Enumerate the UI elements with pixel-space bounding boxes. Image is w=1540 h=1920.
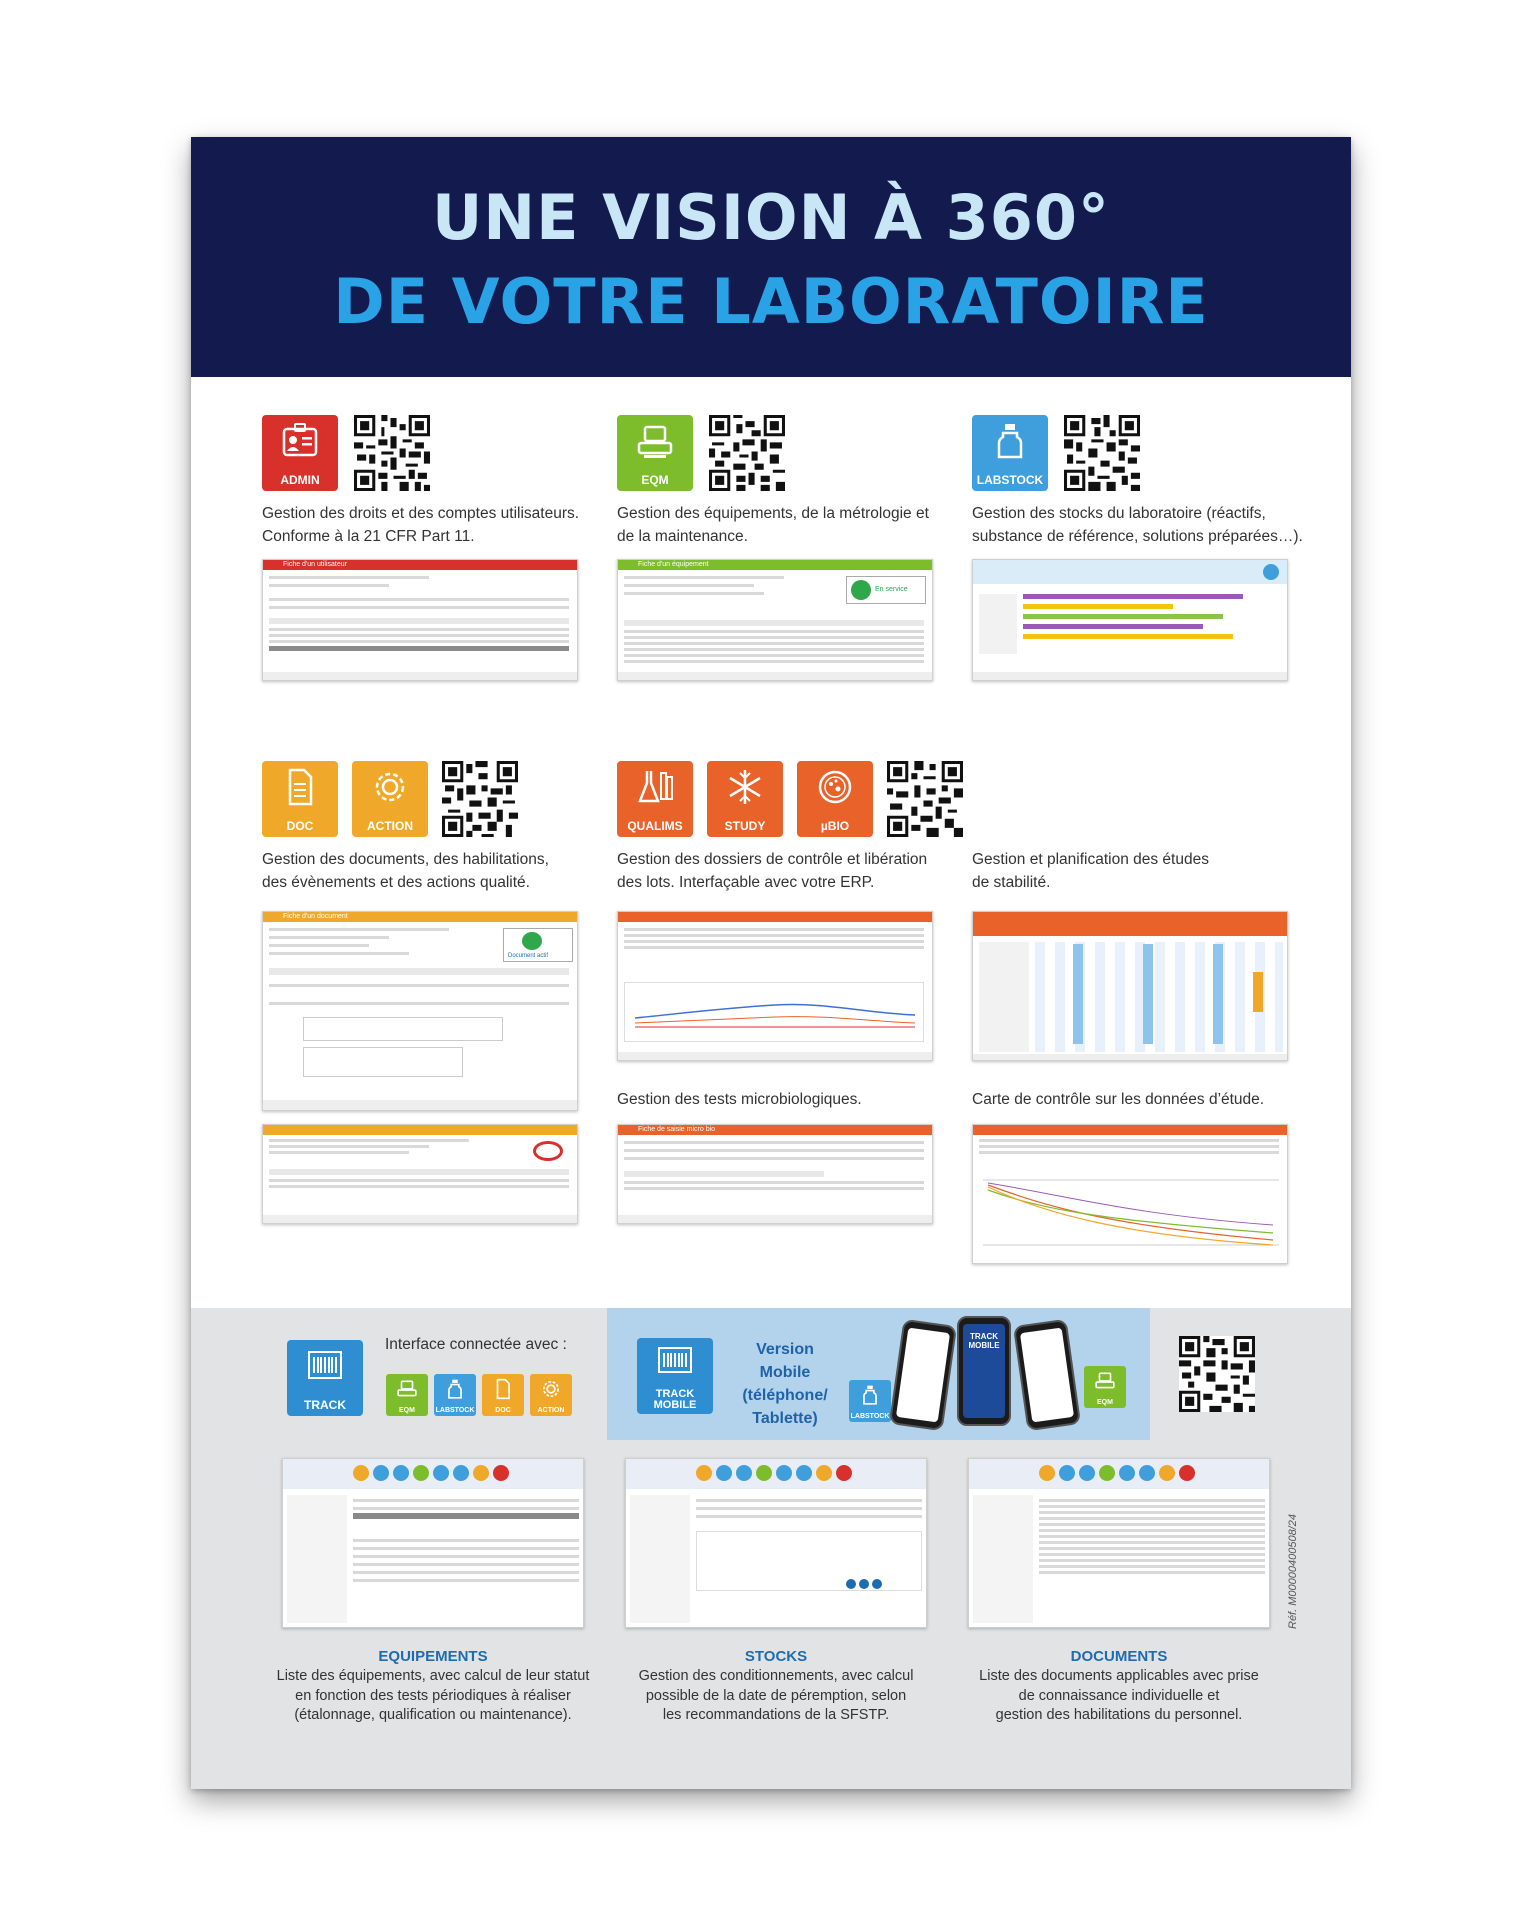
bottom-section (191, 1308, 1351, 1789)
eqm-description: Gestion des équipements, de la métrologie et de la maintenance. (617, 505, 929, 545)
doc-qr-code (442, 761, 518, 837)
equipements-screenshot (282, 1458, 584, 1628)
labstock-tile (972, 415, 1048, 491)
gear-icon (370, 767, 410, 807)
phone-center (957, 1316, 1011, 1426)
track-mobile-tile: TRACK MOBILE (637, 1338, 713, 1414)
connected-doc-tile: DOC (482, 1374, 524, 1416)
balance-icon (396, 1378, 418, 1400)
admin-tile (262, 415, 338, 491)
eqm-tile (617, 415, 693, 491)
caption-documents-text: Liste des documents applicables avec prise de connaissance individuelle et gestion des habilitations du personnel. (979, 1668, 1259, 1723)
doc-screen-title: Fiche d'un document (263, 912, 577, 922)
caption-stocks-text: Gestion des conditionnements, avec calcul possible de la date de péremption, selon les recommandations de la SFSTP. (638, 1668, 914, 1723)
bottle-icon (990, 421, 1030, 461)
action-label: ACTION (367, 819, 413, 833)
action-screenshot (262, 1124, 578, 1224)
balance-icon (635, 421, 675, 461)
study-tile (707, 761, 783, 837)
bottle-icon (444, 1378, 466, 1400)
flask-icon (635, 767, 675, 807)
gear-icon (540, 1378, 562, 1400)
eqm-status-text: En service (875, 586, 908, 593)
action-tile (352, 761, 428, 837)
ubio-screen-title: Fiche de saisie micro bio (618, 1125, 932, 1135)
qualims-screenshot (617, 911, 933, 1061)
eqm-qr-code (709, 415, 785, 491)
phone-brand-text: TRACK MOBILE (968, 1332, 1000, 1350)
mobile-version-text: Version Mobile (téléphone/ Tablette) (742, 1341, 828, 1427)
study-chart-description: Carte de contrôle sur les données d’étude. (972, 1091, 1265, 1108)
title-line-2: DE VOTRE LABORATOIRE (333, 265, 1209, 338)
connected-action-tile: ACTION (530, 1374, 572, 1416)
document-icon (280, 767, 320, 807)
control-chart-graphic (625, 983, 925, 1043)
connected-labstock-tile: LABSTOCK (434, 1374, 476, 1416)
ubio-label: µBIO (820, 819, 850, 833)
study-screenshot (972, 911, 1288, 1061)
mobile-eqm-tile: EQM (1084, 1366, 1126, 1408)
track-qr-code (1179, 1336, 1255, 1412)
labstock-qr-code (1064, 415, 1140, 491)
labstock-label: LABSTOCK (976, 473, 1044, 487)
barcode-icon (305, 1346, 345, 1386)
ubio-description: Gestion des tests microbiologiques. (617, 1091, 862, 1108)
admin-qr-code (354, 415, 430, 491)
snowflake-icon (725, 767, 765, 807)
stability-curves-graphic (983, 1165, 1279, 1255)
doc-label: DOC (286, 819, 314, 833)
caption-equipements-title: EQUIPEMENTS (378, 1648, 488, 1665)
reference-code: Réf. M00000400508/24 (1287, 1514, 1299, 1629)
doc-tile (262, 761, 338, 837)
qualims-label: QUALIMS (627, 819, 683, 833)
stocks-screenshot (625, 1458, 927, 1628)
balance-icon (1094, 1370, 1116, 1392)
admin-label: ADMIN (280, 473, 320, 487)
admin-description: Gestion des droits et des comptes utilisateurs. Conforme à la 21 CFR Part 11. (262, 505, 580, 545)
id-badge-icon (280, 421, 320, 461)
study-label: STUDY (724, 819, 766, 833)
eqm-screen-title: Fiche d'un équipement (618, 560, 932, 570)
mobile-labstock-tile: LABSTOCK (849, 1380, 891, 1422)
barcode-icon (655, 1344, 695, 1384)
connect-label: Interface connectée avec : (385, 1336, 567, 1353)
documents-screenshot (968, 1458, 1270, 1628)
caption-documents-title: DOCUMENTS (1070, 1648, 1168, 1665)
qualims-description: Gestion des dossiers de contrôle et libération des lots. Interfaçable avec votre ERP. (617, 851, 928, 891)
doc-description: Gestion des documents, des habilitations, des évènements et des actions qualité. (262, 851, 549, 891)
petri-dish-icon (815, 767, 855, 807)
ubio-tile (797, 761, 873, 837)
study-description: Gestion et planification des études de stabilité. (972, 851, 1209, 891)
title-line-1: UNE VISION À 360° (431, 181, 1111, 254)
caption-equipements-text: Liste des équipements, avec calcul de leur statut en fonction des tests périodiques à réaliser (étalonnage, qualification ou maintenance). (276, 1668, 590, 1723)
caption-stocks-title: STOCKS (744, 1648, 808, 1665)
document-icon (492, 1378, 514, 1400)
qualims-tile (617, 761, 693, 837)
poster (191, 137, 1351, 1789)
eqm-screenshot (617, 559, 933, 681)
track-tile (287, 1340, 363, 1416)
study-control-chart-screenshot (972, 1124, 1288, 1264)
labstock-screenshot (972, 559, 1288, 681)
connected-eqm-tile: EQM (386, 1374, 428, 1416)
doc-screenshot (262, 911, 578, 1111)
labstock-description: Gestion des stocks du laboratoire (réactifs, substance de référence, solutions préparées…). (972, 505, 1303, 545)
header-banner (191, 137, 1351, 377)
ubio-screenshot (617, 1124, 933, 1224)
eqm-label: EQM (641, 473, 669, 487)
qualims-qr-code (887, 761, 963, 837)
bottle-icon (859, 1384, 881, 1406)
admin-screenshot (262, 559, 578, 681)
admin-screen-title: Fiche d'un utilisateur (263, 560, 577, 570)
doc-badge-text: Document actif (508, 953, 549, 959)
track-label: TRACK (304, 1398, 346, 1412)
